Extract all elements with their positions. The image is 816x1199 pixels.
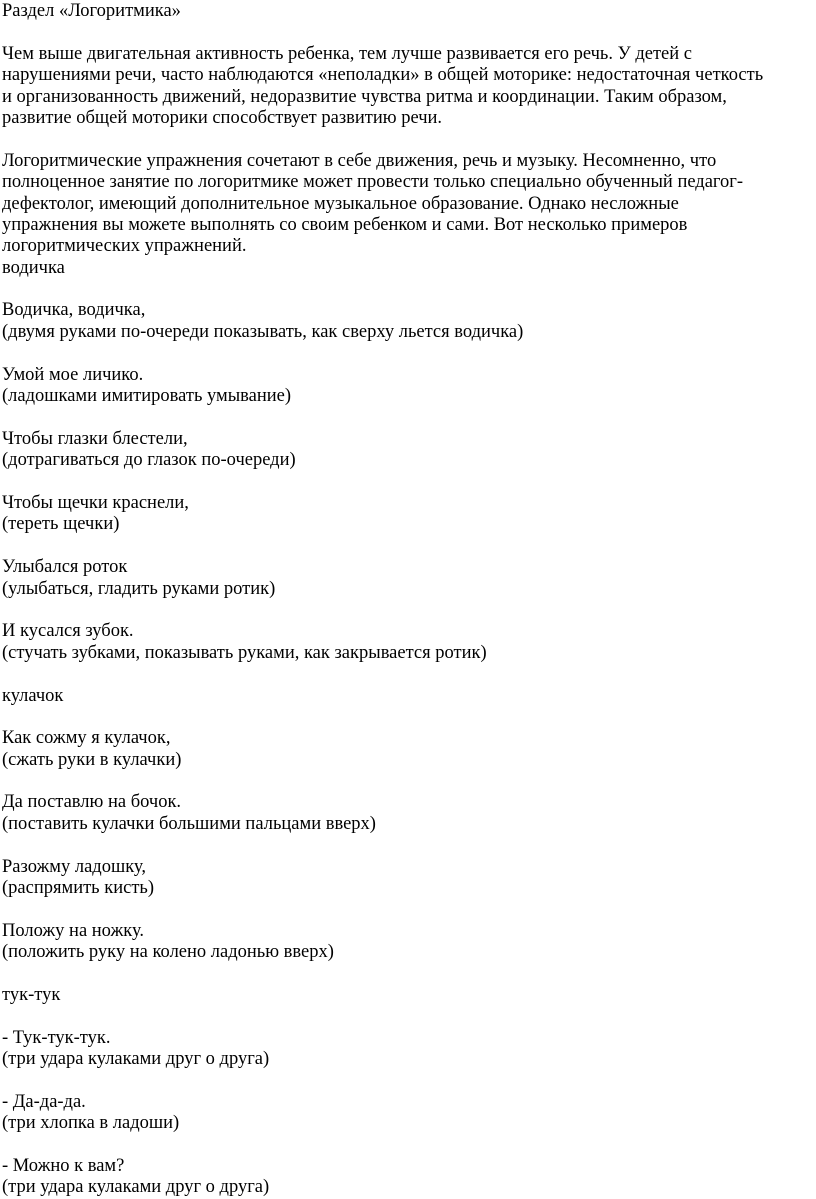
text-line: (улыбаться, гладить руками ротик) [2,578,276,599]
text-line: упражнения вы можете выполнять со своим ребенком и сами. Вот несколько примеров [2,214,688,235]
text-line: (три удара кулаками друг о друга) [2,1177,270,1198]
blank-line [2,22,816,43]
blank-line [2,600,816,621]
blank-line [2,343,816,364]
text-line: Да поставлю на бочок. [2,792,182,813]
text-line: и организованность движений, недоразвитие чувства ритма и координации. Таким образом, [2,86,727,107]
text-line: (распрямить кисть) [2,878,155,899]
text-line: нарушениями речи, часто наблюдаются «неполадки» в общей моторике: недостаточная четкость [2,65,764,86]
text-line: Положу на ножку. [2,920,145,941]
text-line: Чтобы щечки краснели, [2,492,189,513]
text-line: Разожму ладошку, [2,856,146,877]
text-line: (поставить кулачки большими пальцами вверх) [2,813,376,834]
text-line: тук-тук [2,984,61,1005]
blank-line [2,536,816,557]
blank-line [2,129,816,150]
blank-line [2,1135,816,1156]
blank-line [2,1006,816,1027]
text-line: логоритмических упражнений. [2,236,247,257]
text-line: Чем выше двигательная активность ребенка, тем лучше развивается его речь. У детей с [2,43,693,64]
text-line: дефектолог, имеющий дополнительное музыкальное образование. Однако несложные [2,193,679,214]
text-line: Умой мое личико. [2,364,144,385]
blank-line [2,664,816,685]
text-line: Водичка, водичка, [2,300,146,321]
blank-line [2,835,816,856]
text-line: Улыбался роток [2,557,128,578]
text-line: - Тук-тук-тук. [2,1027,111,1048]
text-line: Раздел «Логоритмика» [2,1,181,21]
text-line: (двумя руками по-очереди показывать, как сверху льется водичка) [2,321,524,342]
blank-line [2,771,816,792]
text-line: Логоритмические упражнения сочетают в себе движения, речь и музыку. Несомненно, что [2,150,717,171]
text-line: - Можно к вам? [2,1156,125,1177]
blank-line [2,472,816,493]
text-line: водичка [2,257,65,278]
blank-line [2,964,816,985]
text-line: кулачок [2,685,64,706]
text-line: (три хлопка в ладоши) [2,1113,180,1134]
text-line: (три удара кулаками друг о друга) [2,1049,270,1070]
text-line: Как сожму я кулачок, [2,728,171,749]
text-line: (положить руку на колено ладонью вверх) [2,942,334,963]
blank-line [2,407,816,428]
blank-line [2,707,816,728]
text-line: (стучать зубками, показывать руками, как закрывается ротик) [2,642,487,663]
blank-line [2,1071,816,1092]
text-line: И кусался зубок. [2,621,134,642]
text-line: - Да-да-да. [2,1091,86,1112]
text-line: развитие общей моторики способствует развитию речи. [2,107,443,128]
blank-line [2,279,816,300]
blank-line [2,899,816,920]
text-line: Чтобы глазки блестели, [2,428,188,449]
text-line: (тереть щечки) [2,514,120,535]
text-line: (дотрагиваться до глазок по-очереди) [2,450,296,471]
text-line: (ладошками имитировать умывание) [2,386,292,407]
text-line: (сжать руки в кулачки) [2,749,182,770]
text-line: полноценное занятие по логоритмике может провести только специально обученный педагог- [2,172,744,193]
